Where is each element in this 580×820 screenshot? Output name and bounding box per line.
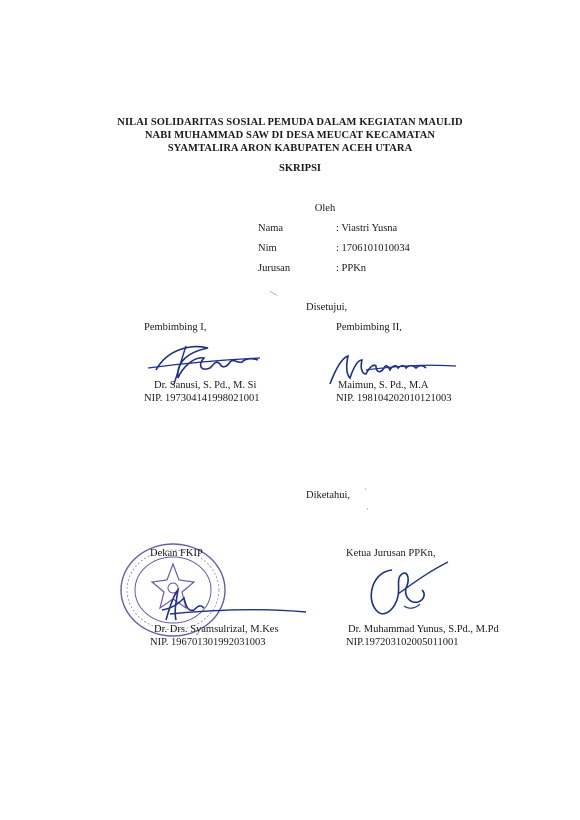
student-major-label: Jurusan	[258, 263, 291, 274]
head-signature-icon	[362, 558, 452, 628]
dean-name: Dr. Drs. Syamsulrizal, M.Kes	[154, 624, 279, 635]
student-major-value: : PPKn	[336, 263, 367, 274]
advisor-1-name: Dr. Sanusi, S. Pd., M. Si	[154, 380, 257, 391]
head-name: Dr. Muhammad Yunus, S.Pd., M.Pd	[348, 624, 499, 635]
student-nim-row	[258, 243, 410, 254]
approved-label: Disetujui,	[306, 302, 348, 313]
student-nim-label: Nim	[258, 243, 277, 254]
oleh-label: Oleh	[314, 203, 336, 214]
student-name-row	[258, 223, 397, 234]
title-line-3: SYAMTALIRA ARON KABUPATEN ACEH UTARA	[167, 143, 413, 154]
dean-role: Dekan FKIP	[150, 548, 203, 559]
thesis-title	[90, 116, 490, 155]
scan-dot-2: ·	[366, 504, 369, 514]
head-of-department-role: Ketua Jurusan PPKn,	[346, 548, 436, 559]
advisor-2-nip: NIP. 198104202010121003	[336, 393, 452, 404]
student-name-label: Nama	[258, 223, 284, 234]
advisor-2-name: Maimun, S. Pd., M.A	[338, 380, 429, 391]
advisor-1-role: Pembimbing I,	[144, 322, 207, 333]
title-line-2: NABI MUHAMMAD SAW DI DESA MEUCAT KECAMATAN	[144, 130, 436, 141]
student-major-row	[258, 263, 366, 274]
document-type: SKRIPSI	[278, 163, 321, 174]
scan-dot-1: ·	[364, 484, 367, 494]
dean-nip: NIP. 196701301992031003	[150, 637, 266, 648]
advisor-1-nip: NIP. 197304141998021001	[144, 393, 260, 404]
title-line-1: NILAI SOLIDARITAS SOSIAL PEMUDA DALAM KEGIATAN MAULID	[117, 117, 463, 128]
dean-signature-icon	[150, 580, 310, 630]
advisor-2-role: Pembimbing II,	[336, 322, 402, 333]
head-nip: NIP.197203102005011001	[346, 637, 459, 648]
student-name-value: : Viastri Yusna	[336, 223, 398, 234]
acknowledged-label: Diketahui,	[306, 490, 351, 501]
student-nim-value: : 1706101010034	[336, 243, 410, 254]
scan-mark: \	[267, 286, 280, 300]
